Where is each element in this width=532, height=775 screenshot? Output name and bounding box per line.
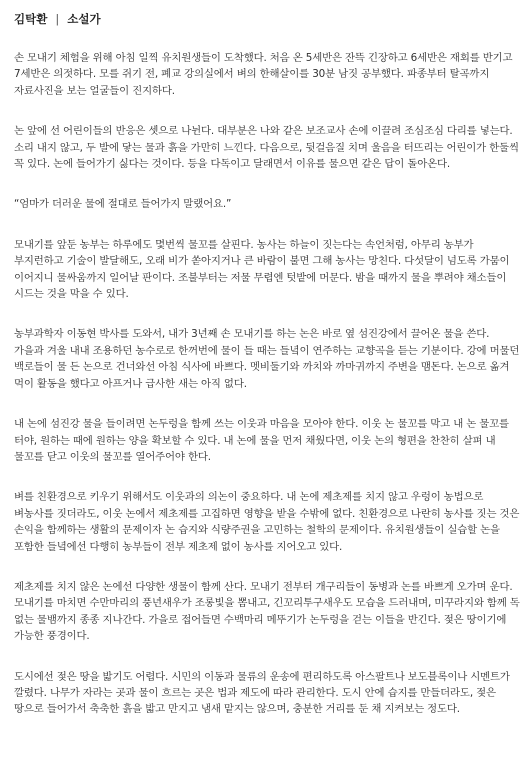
paragraph-2: 논 앞에 선 어린이들의 반응은 셋으로 나뉜다. 대부분은 나와 같은 보조교사 손에 이끌려 조심조심 다리를 넣는다. 소리 내지 않고, 두 발에 닿는 물과 흙을 가만히 느낀다. 다음으로, 뒷걸음질 치며 울음을 터뜨리는 어린이가 한둘씩 꼭 있다. 논에 들어가기 싫다는 것이다. 등을 다독이고 달래면서 이유를 물으면 같은 답이 돌아온다. — [14, 125, 519, 171]
author-role: 소설가 — [67, 12, 101, 26]
paragraph-6: 내 논에 섬진강 물을 들이려면 논두렁을 함께 쓰는 이웃과 마음을 모아야 한다. 이웃 논 물꼬를 막고 내 논 물꼬를 터야, 원하는 때에 원하는 양을 확보할 수 있다. 내 논에 물을 먼저 채웠다면, 이웃 논의 형편을 찬찬히 살펴 내 물꼬를 닫고 이웃의 물꼬를 열어주어야 한다. — [14, 418, 509, 463]
byline-separator: | — [55, 12, 60, 26]
paragraph-8: 제초제를 치지 않은 논에선 다양한 생물이 함께 산다. 모내기 전부터 개구리들이 동병과 논를 바쁘게 오가며 운다. 모내기를 마치면 수만마리의 풍년새우가 조롱빛을 뽐내고, 긴꼬리투구새우도 모습을 드러내며, 미꾸라지와 함께 독 없는 물뱀까지 종종 지나간다. 가을로 접어들면 수백마리 메뚜기가 논두렁을 걷는 이들을 반긴다. 젖은 땅이기에 가능한 풍경이다. — [14, 580, 520, 643]
bottom-edge — [0, 771, 532, 775]
paragraph-1: 손 모내기 체험을 위해 아침 일찍 유치원생들이 도착했다. 처음 온 5세반은 잔뜩 긴장하고 6세반은 재회를 반기고 7세반은 의젓하다. 모를 쥐기 전, 폐교 강의실에서 벼의 한해살이를 30분 남짓 공부했다. 파종부터 탈곡까지 자료사진을 보는 얼굴들이 진지하다. — [14, 52, 513, 97]
author-name: 김탁환 — [14, 12, 48, 26]
quote-paragraph: “엄마가 더러운 물에 절대로 들어가지 말랬어요.” — [14, 198, 232, 211]
paragraph-7: 벼를 친환경으로 키우기 위해서도 이웃과의 의논이 중요하다. 내 논에 제초제를 치지 않고 우렁이 농법으로 벼농사를 짓더라도, 이웃 논에서 제초제를 고집하면 영향을 받을 수밖에 없다. 친환경으로 나란히 농사를 짓는 것은 손익을 함께하는 생활의 문제이자 논 습지와 식량주권을 고민하는 철학의 문제이다. 유치원생들이 실습할 논을 포함한 들녘에선 다행히 농부들이 전부 제초제 없이 농사를 지어오고 있다. — [14, 491, 520, 553]
paragraph-9: 도시에선 젖은 땅을 밟기도 어렵다. 시민의 이동과 물류의 운송에 편리하도록 아스팔트나 보도블록이나 시멘트가 깔렸다. 나무가 자라는 곳과 물이 흐르는 곳은 법과 제도에 따라 관리한다. 도시 안에 습지를 만들더라도, 젖은 땅으로 들어가서 축축한 흙을 밟고 만지고 냄새 맡지는 않으며, 충분한 거리를 둔 채 지켜보는 정도다. — [14, 670, 510, 716]
byline — [14, 10, 520, 28]
paragraph-5: 농부과학자 이동현 박사를 도와서, 내가 3년째 손 모내기를 하는 논은 바로 옆 섬진강에서 끌어온 물을 쓴다. 가을과 겨울 내내 조용하던 농수로로 한꺼번에 물이 들 때는 들녘이 연주하는 교향곡을 듣는 기분이다. 강에 머물던 백로들이 물 든 논으로 건너와선 아침 식사에 바쁘다. 멧비둘기와 까치와 까마귀까지 주변을 맴돈다. 논으로 옮겨 먹이 활동을 했다고 아프거나 급사한 새는 아직 없다. — [14, 328, 520, 390]
paragraph-4: 모내기를 앞둔 농부는 하루에도 몇번씩 물꼬를 살핀다. 농사는 하늘이 짓는다는 속언처럼, 아무리 농부가 부지런하고 기술이 발달해도, 오래 비가 쏟아지거나 큰 바람이 불면 그해 농사는 망친다. 다섯달이 넘도록 가뭄이 이어지니 물싸움까지 일어날 판이다. 조불부터는 저물 무렵엔 텃밭에 머문다. 밤을 때까지 물을 뿌려야 채소들이 시드는 것을 막을 수 있다. — [14, 238, 510, 301]
